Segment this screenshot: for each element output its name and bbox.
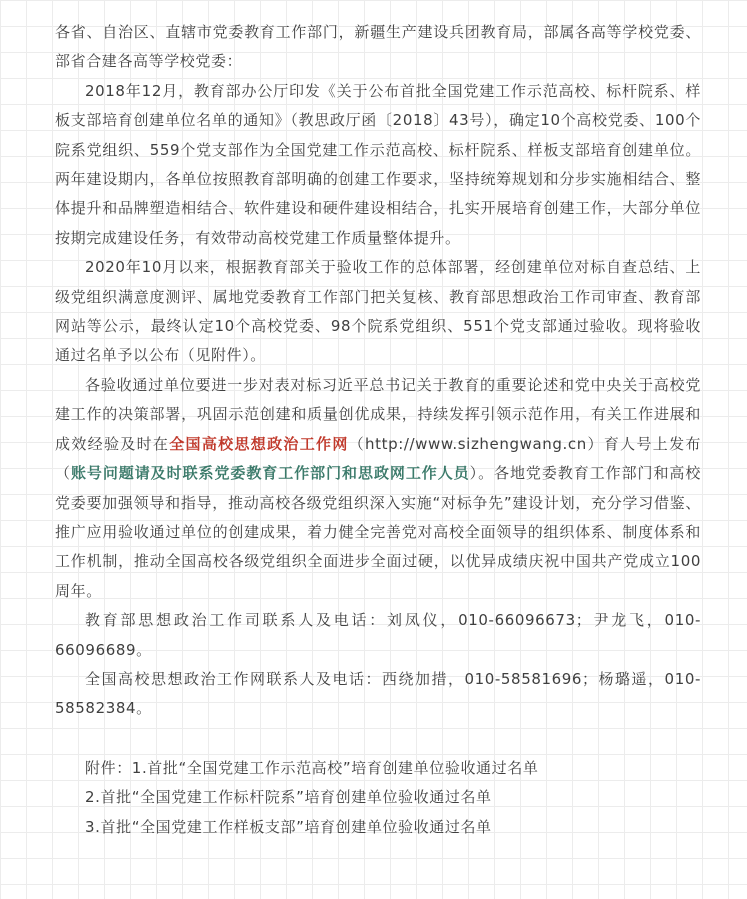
account-contact-note: 账号问题请及时联系党委教育工作部门和思政网工作人员 [70,464,470,483]
attachment-item-3: 3.首批“全国党建工作样板支部”培育创建单位验收通过名单 [85,817,492,836]
moe-contact-paragraph: 教育部思想政治工作司联系人及电话：刘凤仪，010-66096673；尹龙飞，010-66096689。 [55,611,701,659]
requirements-text-rest: ）。各地党委教育工作部门和高校党委要加强领导和指导，推动高校各级党组织深入实施“对标争先”建设计划，充分学习借鉴、推广应用验收通过单位的创建成果，着力健全完善党对高校全面领导的组织体系、制度体系和工作机制，推动全国高校各级党组织全面进步全面过硬，以优异成绩庆祝中国共产党成立100周年。 [55,464,701,600]
addressee-paragraph: 各省、自治区、直辖市党委教育工作部门，新疆生产建设兵团教育局，部属各高等学校党委、部省合建各高等学校党委： [55,23,701,71]
sizheng-website-url: （http://www.sizhengwang.cn）育人号上发布（ [55,434,702,483]
website-contact-paragraph: 全国高校思想政治工作网联系人及电话：西绕加措，010-58581696；杨璐遥，010-58582384。 [55,669,701,718]
notice-document [55,18,701,842]
requirements-text-intro: 各验收通过单位要进一步对表对标习近平总书记关于教育的重要论述和党中央关于高校党建工作的决策部署，巩固示范创建和质量创优成果，持续发挥引领示范作用，有关工作进展和成效经验及时在 [55,375,701,453]
attachment-item-2: 2.首批“全国党建工作标杆院系”培育创建单位验收通过名单 [85,788,492,807]
sizheng-website-name: 全国高校思想政治工作网 [169,434,349,453]
requirements-paragraph [55,371,701,606]
background-paragraph: 2018年12月，教育部办公厅印发《关于公布首批全国党建工作示范高校、标杆院系、样板支部培育创建单位名单的通知》（教思政厅函〔2018〕43号），确定10个高校党委、100个院系党组织、559个党支部作为全国党建工作示范高校、标杆院系、样板支部培育创建单位。两年建设期内，各单位按照教育部明确的创建工作要求，坚持统筹规划和分步实施相结合、整体提升和品牌塑造相结合、软件建设和硬件建设相结合，扎实开展培育创建工作，大部分单位按期完成建设任务，有效带动高校党建工作质量整体提升。 [55,81,701,247]
attachment-item-1: 附件：1.首批“全国党建工作示范高校”培育创建单位验收通过名单 [85,758,539,777]
acceptance-paragraph: 2020年10月以来，根据教育部关于验收工作的总体部署，经创建单位对标自查总结、上级党组织满意度测评、属地党委教育工作部门把关复核、教育部思想政治工作司审查、教育部网站等公示，最终认定10个高校党委、98个院系党组织、551个党支部通过验收。现将验收通过名单予以公布（见附件）。 [55,258,701,365]
spacer [55,724,701,754]
